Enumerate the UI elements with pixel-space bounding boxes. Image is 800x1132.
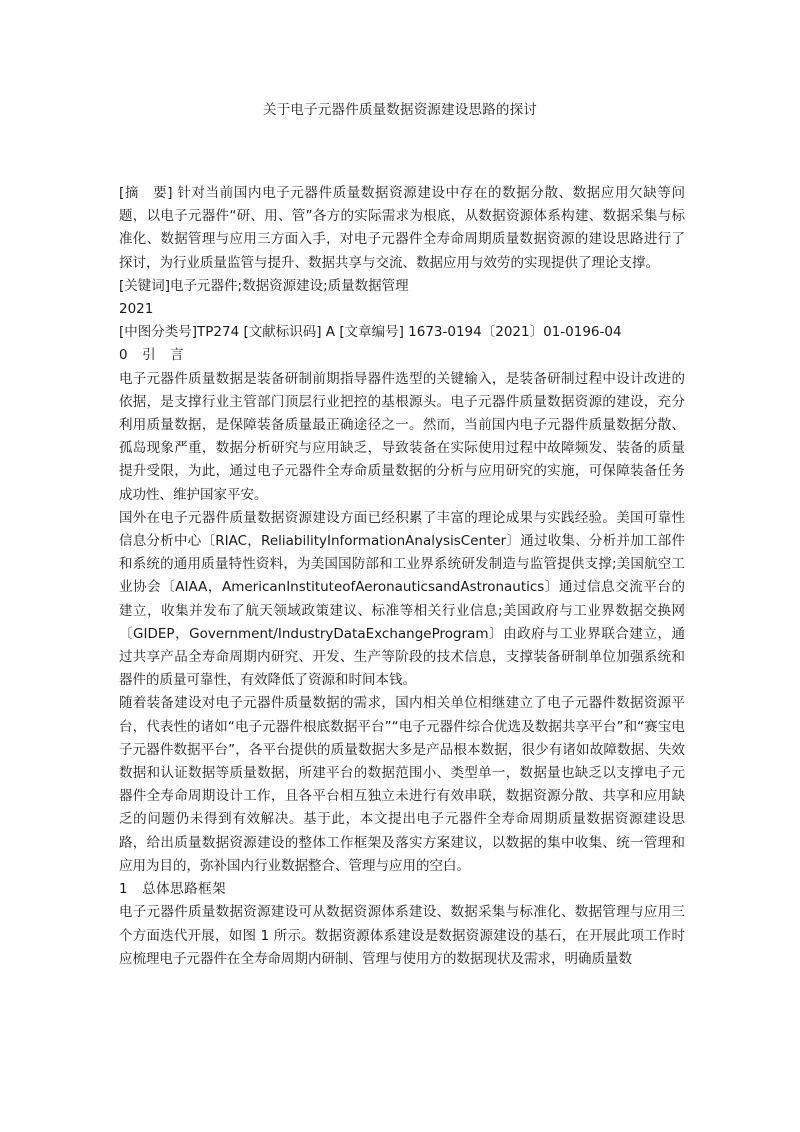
body-paragraph: 随着装备建设对电子元器件质量数据的需求，国内相关单位相继建立了电子元器件数据资源平台，代表性的诸如“电子元器件根底数据平台”“电子元器件综合优选及数据共享平台”和“赛宝电子元器件数据平台”，各平台提供的质量数据大多是产品根本数据，很少有诸如故障数据、失效数据和认证数据等质量数据，所建平台的数据范围小、类型单一，数据量也缺乏以支撑电子元器件全寿命周期设计工作，且各平台相互独立未进行有效串联，数据资源分散、共享和应用缺乏的问题仍未得到有效解决。基于此，本文提出电子元器件全寿命周期质量数据资源建设思路，给出质量数据资源建设的整体工作框架及落实方案建议，以数据的集中收集、统一管理和应用为目的，弥补国内行业数据整合、管理与应用的空白。 [119,695,685,874]
body-paragraph: 电子元器件质量数据是装备研制前期指导器件选型的关键输入，是装备研制过程中设计改进的依据，是支撑行业主管部门顶层行业把控的基根源头。电子元器件质量数据资源的建设，充分利用质量数据，是保障装备质量最正确途径之一。然而，当前国内电子元器件质量数据分散、孤岛现象严重，数据分析研究与应用缺乏，导致装备在实际使用过程中故障频发、装备的质量提升受限，为此，通过电子元器件全寿命质量数据的分析与应用研究的实施，可保障装备任务成功性、维护国家平安。 [119,370,685,503]
body-paragraph: 电子元器件质量数据资源建设可从数据资源体系建设、数据采集与标准化、数据管理与应用三个方面迭代开展，如图 1 所示。数据资源体系建设是数据资源建设的基石，在开展此项工作时应梳理电子元器件在全寿命周期内研制、管理与使用方的数据现状及需求，明确质量数 [119,904,685,967]
section-heading-introduction: 0 引 言 [119,347,185,364]
section-heading-framework: 1 总体思路框架 [119,881,227,898]
classification-line: [中图分类号]TP274 [文献标识码] A [文章编号] 1673-0194〔2021〕01-0196-04 [119,324,622,341]
keywords-line: [关键词]电子元器件;数据资源建设;质量数据管理 [119,277,409,294]
document-body [119,182,685,971]
abstract-paragraph: [摘 要] 针对当前国内电子元器件质量数据资源建设中存在的数据分散、数据应用欠缺等问题，以电子元器件“研、用、管”各方的实际需求为根底，从数据资源体系构建、数据采集与标准化、数据管理与应用三方面入手，对电子元器件全寿命周期质量数据资源的建设思路进行了探讨，为行业质量监管与提升、数据共享与交流、数据应用与效劳的实现提供了理论支撑。 [119,185,685,271]
body-paragraph: 国外在电子元器件质量数据资源建设方面已经积累了丰富的理论成果与实践经验。美国可靠性信息分析中心〔RIAC，ReliabilityInformationAnalysisCenter〕通过收集、分析并加工部件和系统的通用质量特性资料，为美国国防部和工业界系统研发制造与监管提供支撑;美国航空工业协会〔AIAA，AmericanInstituteofAeronauticsandAstronautics〕通过信息交流平台的建立，收集并发布了航天领域政策建议、标准等相关行业信息;美国政府与工业界数据交换网〔GIDEP，Government/IndustryDataExchangeProgram〕由政府与工业界联合建立，通过共享产品全寿命周期内研究、开发、生产等阶段的技术信息，支撑装备研制单位加强系统和器件的质量可靠性，有效降低了资源和时间本钱。 [119,509,685,689]
publication-year: 2021 [119,301,154,318]
document-title: 关于电子元器件质量数据资源建设思路的探讨 [263,102,537,118]
